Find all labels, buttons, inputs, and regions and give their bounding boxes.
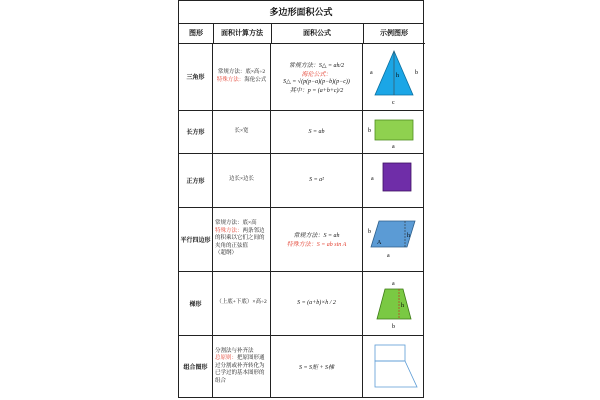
shape-name: 三角形 bbox=[179, 43, 213, 110]
area-formula-table bbox=[178, 0, 424, 398]
example-cell bbox=[363, 43, 425, 110]
table-row bbox=[179, 153, 423, 208]
formula-line: 常规方法：S△ = ah/2 bbox=[288, 62, 345, 69]
label-A: A bbox=[377, 240, 382, 246]
method-text: （上底+下底）×高÷2 bbox=[216, 299, 267, 306]
table-row bbox=[179, 207, 423, 272]
example-cell bbox=[363, 153, 425, 207]
formula-line: 特殊方法：S = ab sin A bbox=[286, 242, 347, 248]
example-cell bbox=[363, 207, 425, 271]
label-b: b bbox=[392, 324, 395, 330]
shape-name: 平行四边形 bbox=[179, 207, 213, 271]
method-cell bbox=[213, 207, 271, 271]
shape-name: 正方形 bbox=[179, 153, 213, 207]
method-cell bbox=[213, 43, 271, 110]
method-cell bbox=[213, 335, 271, 398]
example-cell bbox=[363, 335, 425, 398]
shape-name: 长方形 bbox=[179, 110, 213, 153]
label-a: a bbox=[371, 176, 374, 182]
example-cell bbox=[363, 110, 425, 153]
method-cell bbox=[213, 271, 271, 335]
formula-line: S = a² bbox=[309, 177, 324, 183]
method-cell bbox=[213, 153, 271, 207]
composite-trapezoid bbox=[375, 361, 417, 387]
example-cell bbox=[363, 271, 425, 335]
formula-cell bbox=[271, 271, 363, 335]
label-b: b bbox=[368, 128, 371, 134]
method-special-prefix: 特殊方法： bbox=[216, 76, 245, 83]
parallelogram-figure bbox=[363, 207, 425, 270]
table-row bbox=[179, 43, 423, 111]
header-example: 示例图形 bbox=[363, 23, 425, 44]
formula-line: 其中：p = (a+b+c)/2 bbox=[289, 87, 344, 94]
rectangle-figure bbox=[363, 110, 425, 152]
shape-name: 组合图形 bbox=[179, 335, 213, 398]
table-title: 多边形面积公式 bbox=[179, 1, 423, 24]
method-note: （超纲） bbox=[215, 250, 238, 257]
formula-line: S = S矩 + S梯 bbox=[298, 365, 335, 371]
trapezoid-shape bbox=[377, 289, 411, 319]
formula-line: S = (a+b)×h / 2 bbox=[297, 300, 336, 306]
table-row bbox=[179, 271, 423, 336]
label-h: h bbox=[396, 73, 399, 79]
method-special-prefix: 总原则： bbox=[215, 355, 238, 362]
method-special: 两条邻边的积乘以它们之间的夹角的正弦值 bbox=[215, 227, 265, 249]
label-a: a bbox=[392, 144, 395, 150]
table-row bbox=[179, 110, 423, 154]
label-a: a bbox=[370, 70, 373, 76]
formula-line: 常规方法：S = ah bbox=[293, 233, 340, 239]
formula-cell bbox=[271, 43, 363, 110]
label-b: b bbox=[415, 70, 418, 76]
method-special: 把原图形通过分割或补齐转化为已学过的基本图形的组合 bbox=[215, 355, 265, 384]
shape-name: 梯形 bbox=[179, 271, 213, 335]
label-h: h bbox=[401, 303, 404, 309]
method-normal: 分割法与补齐法 bbox=[215, 347, 254, 354]
formula-line: S = ab bbox=[308, 128, 325, 135]
formula-cell bbox=[271, 153, 363, 207]
header-shape: 图形 bbox=[179, 23, 214, 44]
method-special: 海伦公式 bbox=[244, 76, 267, 83]
formula-line: S△ = √(p(p−a)(p−b)(p−c)) bbox=[283, 78, 350, 85]
formula-line: 海伦公式： bbox=[301, 71, 332, 78]
square-figure bbox=[363, 153, 425, 206]
method-normal: 常规方法：底×高 bbox=[215, 220, 257, 227]
method-special-prefix: 特殊方法： bbox=[215, 227, 243, 234]
triangle-figure bbox=[363, 43, 425, 109]
trapezoid-figure bbox=[363, 271, 425, 334]
header-formula: 面积公式 bbox=[271, 23, 364, 44]
label-b: b bbox=[368, 229, 371, 235]
method-text: 长×宽 bbox=[234, 127, 249, 134]
method-normal: 常规方法：底×高÷2 bbox=[217, 69, 266, 76]
label-a: a bbox=[392, 281, 395, 287]
label-c: c bbox=[392, 100, 395, 106]
header-method: 面积计算方法 bbox=[213, 23, 272, 44]
label-h: h bbox=[407, 233, 410, 239]
formula-cell bbox=[271, 207, 363, 271]
method-text: 边长×边长 bbox=[228, 176, 255, 183]
formula-cell bbox=[271, 110, 363, 153]
composite-rectangle bbox=[375, 345, 405, 361]
table-row bbox=[179, 335, 423, 398]
composite-figure bbox=[363, 335, 425, 397]
method-cell bbox=[213, 110, 271, 153]
rectangle-shape bbox=[375, 120, 413, 140]
label-a: a bbox=[387, 253, 390, 259]
formula-cell bbox=[271, 335, 363, 398]
square-shape bbox=[383, 163, 411, 191]
